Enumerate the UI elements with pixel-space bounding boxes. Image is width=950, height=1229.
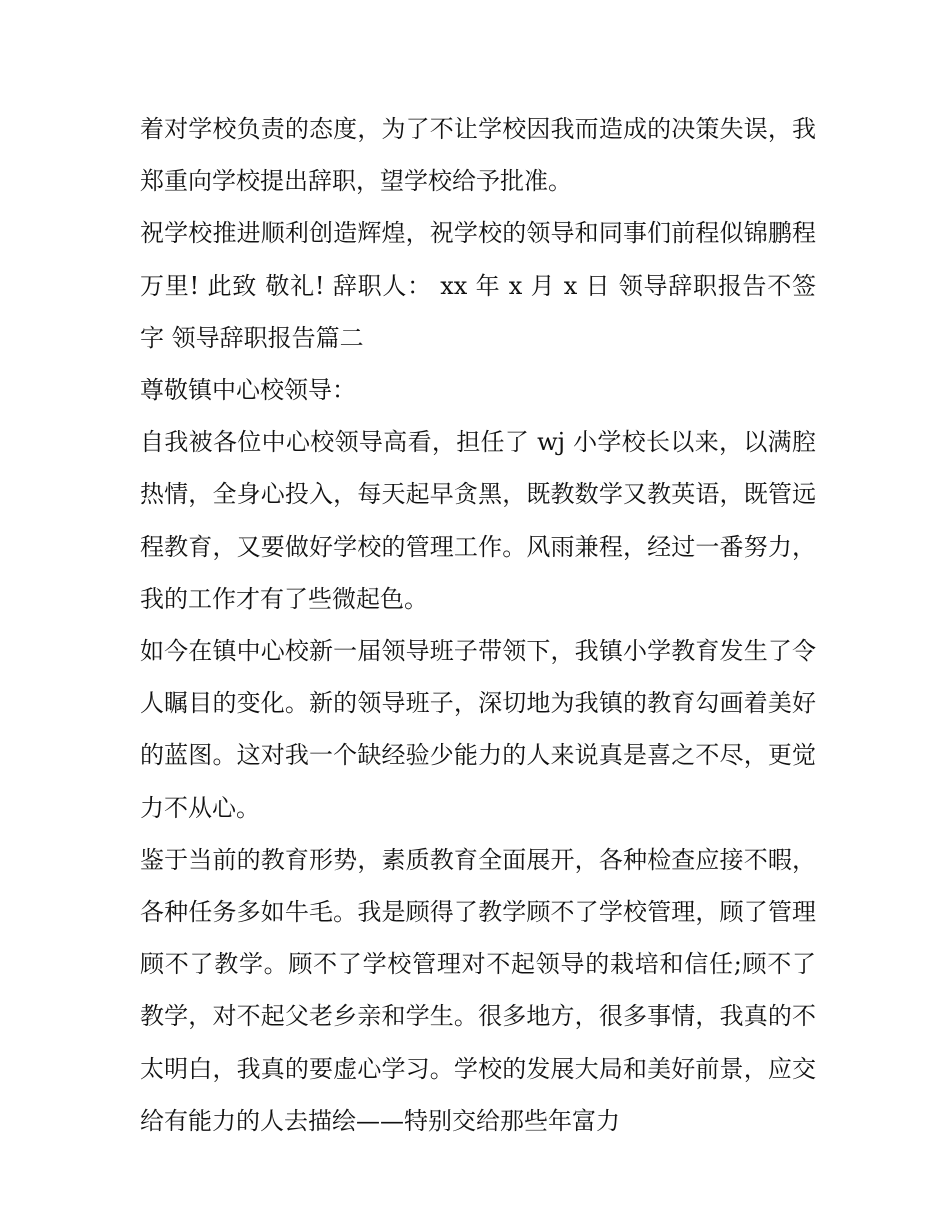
paragraph-1: 着对学校负责的态度，为了不让学校因我而造成的决策失误，我郑重向学校提出辞职，望学校给予批准。 bbox=[140, 115, 816, 196]
paragraph-salutation: 尊敬镇中心校领导： bbox=[140, 376, 356, 405]
paragraph-3: 自我被各位中心校领导高看，担任了 wj 小学校长以来，以满腔热情，全身心投入，每天起早贪黑，既教数学又教英语，既管远程教育，又要做好学校的管理工作。风雨兼程，经过一番努力，我的工作才有了些微起色。 bbox=[140, 428, 816, 613]
paragraph-4: 如今在镇中心校新一届领导班子带领下，我镇小学教育发生了令人瞩目的变化。新的领导班子，深切地为我镇的教育勾画着美好的蓝图。这对我一个缺经验少能力的人来说真是喜之不尽，更觉力不从心。 bbox=[140, 637, 816, 822]
document-body bbox=[140, 103, 816, 1147]
paragraph-2: 祝学校推进顺利创造辉煌，祝学校的领导和同事们前程似锦鹏程万里! 此致 敬礼! 辞职人： xx 年 x 月 x 日 领导辞职报告不签字 领导辞职报告篇二 bbox=[140, 219, 816, 352]
paragraph-5: 鉴于当前的教育形势，素质教育全面展开，各种检查应接不暇，各种任务多如牛毛。我是顾得了教学顾不了学校管理，顾了管理顾不了教学。顾不了学校管理对不起领导的栽培和信任;顾不了教学，对不起父老乡亲和学生。很多地方，很多事情，我真的不太明白，我真的要虚心学习。学校的发展大局和美好前景，应交给有能力的人去描绘——特别交给那些年富力 bbox=[140, 845, 816, 1135]
